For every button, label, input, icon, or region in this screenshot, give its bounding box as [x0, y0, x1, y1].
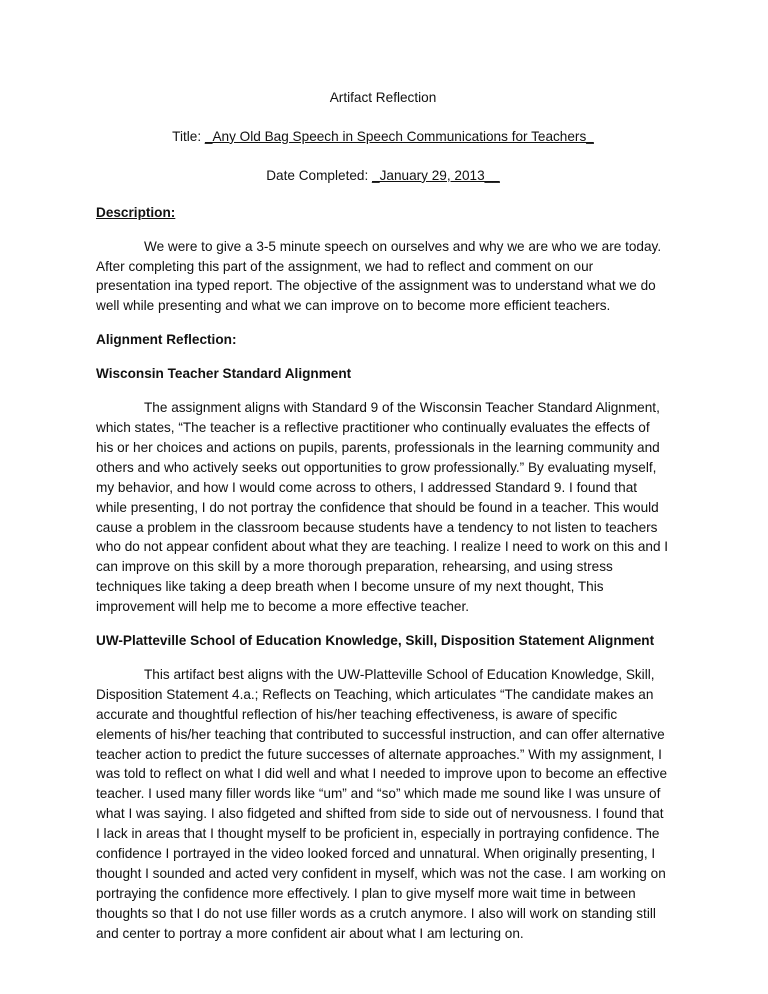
date-value: _January 29, 2013__	[372, 167, 500, 183]
title-label: Title:	[172, 128, 205, 144]
description-heading: Description:	[96, 204, 176, 220]
title-line	[96, 127, 670, 147]
alignment-reflection-heading: Alignment Reflection:	[96, 332, 237, 348]
description-text: We were to give a 3-5 minute speech on ourselves and why we are who we are today. After completing this part of the assignment, we had to reflect and comment on our presentation ina typed report. The objective of the assignment was to understand what we do well while presenting and what we can improve on to become more efficient teachers.	[96, 238, 662, 314]
date-line	[96, 166, 670, 186]
title-value: _Any Old Bag Speech in Speech Communications for Teachers_	[204, 128, 594, 144]
uwp-statement-text: This artifact best aligns with the UW-Platteville School of Education Knowledge, Skill, Disposition Statement 4.a.; Reflects on Teaching, which articulates “The candidate makes an accurate and thoughtful reflection of his/her teaching effectiveness, is aware of specific elements of his/her teaching that contributed to successful instruction, and can offer alternative teacher action to predict the future successes of alternate approaches.” With my assignment, I was told to reflect on what I did well and what I needed to improve upon to become an effective teacher. I used many filler words like “um” and “so” which made me sound like I was unsure of what I was saying. I also fidgeted and shifted from side to side out of nervousness. I found that I lack in areas that I thought myself to be proficient in, especially in portraying confidence. The confidence I portrayed in the video looked forced and unnatural. When originally presenting, I thought I sounded and acted very confident in myself, which was not the case. I am working on portraying the confidence more effectively. I plan to give myself more wait time in between thoughts so that I do not use filler words as a crutch anymore. I also will work on standing still and center to portray a more confident air about what I am lecturing on.	[96, 666, 668, 941]
uwp-statement-heading: UW-Platteville School of Education Knowledge, Skill, Disposition Statement Alignment	[96, 633, 655, 649]
wisconsin-standard-heading: Wisconsin Teacher Standard Alignment	[96, 366, 352, 382]
date-label: Date Completed:	[266, 167, 373, 183]
wisconsin-standard-text: The assignment aligns with Standard 9 of the Wisconsin Teacher Standard Alignment, which states, “The teacher is a reflective practitioner who continually evaluates the effects of his or her choices and actions on pupils, parents, professionals in the learning community and others and who actively seeks out opportunities to grow professionally.” By evaluating myself, my behavior, and how I would come across to others, I addressed Standard 9. I found that while presenting, I do not portray the confidence that should be found in a teacher. This would cause a problem in the classroom because students have a tendency to not listen to teachers who do not appear confident about what they are teaching. I realize I need to work on this and I can improve on this skill by a more thorough preparation, rehearsing, and using stress techniques like taking a deep breath when I become unsure of my next thought, This improvement will help me to become a more effective teacher.	[96, 400, 669, 615]
document-heading: Artifact Reflection	[329, 90, 437, 105]
